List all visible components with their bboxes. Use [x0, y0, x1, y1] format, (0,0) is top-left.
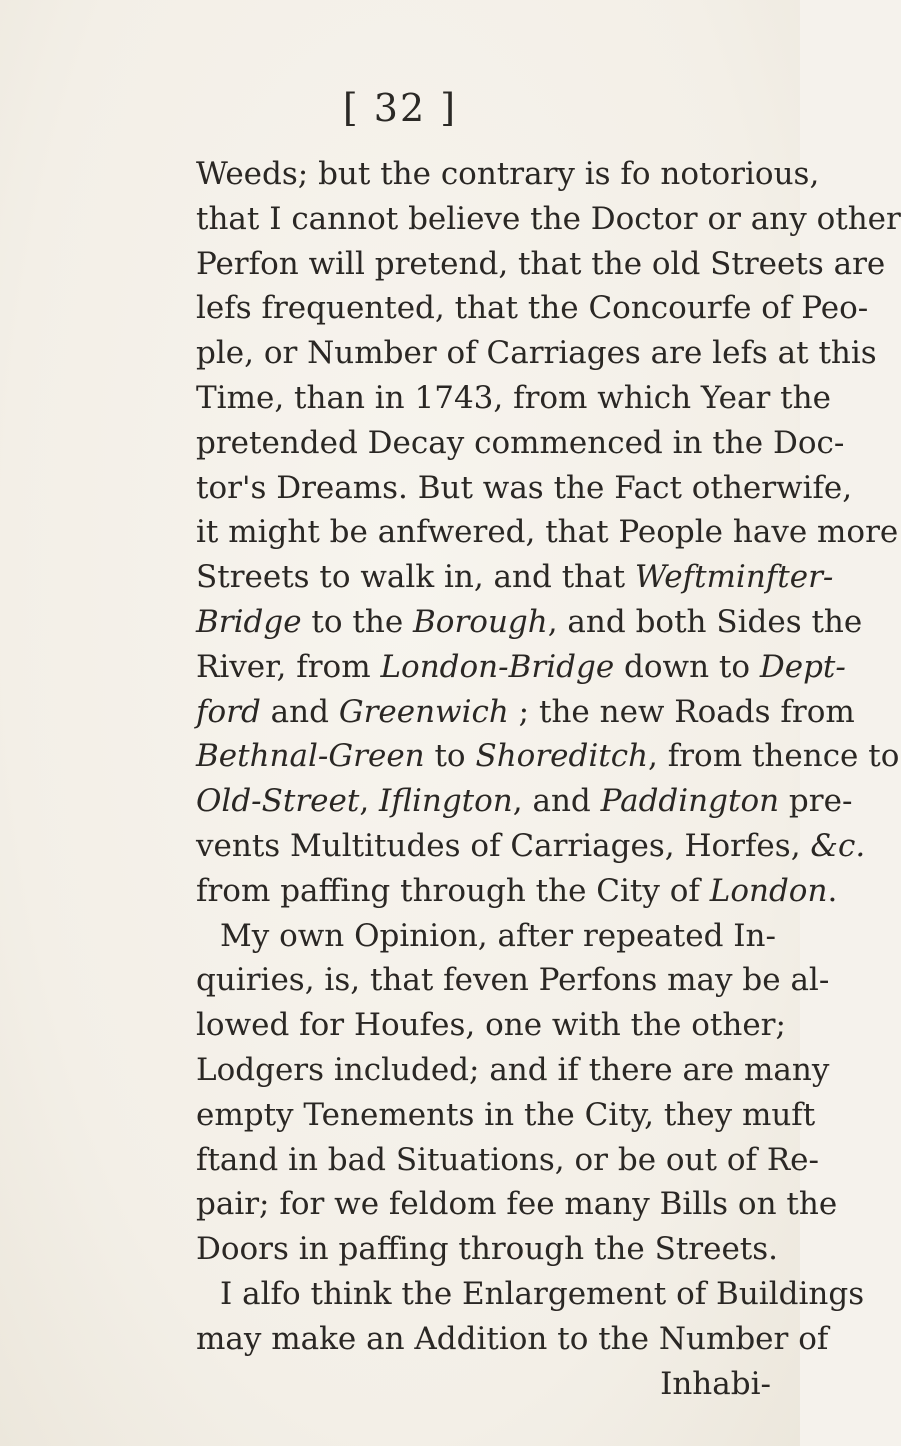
- text-line: ple, or Number of Carriages are lefs at this: [196, 335, 877, 372]
- catchword: Inhabi-: [660, 1365, 771, 1402]
- text-line: Bethnal-Green to Shoreditch, from thence to: [196, 738, 900, 775]
- text-line: Old-Street, Iflington, and Paddington pre-: [196, 783, 853, 820]
- text-line: Lodgers included; and if there are many: [196, 1051, 830, 1088]
- place-name: Bethnal-Green: [196, 738, 425, 775]
- text-line: tor's Dreams. But was the Fact otherwife,: [196, 469, 853, 506]
- text-line: may make an Addition to the Number of: [196, 1320, 829, 1357]
- place-name: Dept-: [759, 648, 846, 685]
- place-name: Paddington: [600, 783, 780, 820]
- text-line: River, from London-Bridge down to Dept-: [196, 648, 846, 685]
- text-line: Perfon will pretend, that the old Streets are: [196, 245, 886, 282]
- text-line: lefs frequented, that the Concourfe of Peo-: [196, 290, 869, 327]
- paragraph-start-line: My own Opinion, after repeated In-: [220, 917, 776, 954]
- text-line: pretended Decay commenced in the Doc-: [196, 424, 845, 461]
- text-line: empty Tenements in the City, they muft: [196, 1096, 816, 1133]
- text-line: Streets to walk in, and that Weftminfter-: [196, 559, 834, 596]
- body-text: [196, 152, 901, 1406]
- text-line: pair; for we feldom fee many Bills on the: [196, 1186, 838, 1223]
- place-name: London-Bridge: [380, 648, 615, 685]
- text-line: vents Multitudes of Carriages, Horfes, &c.: [196, 827, 866, 864]
- place-name: Borough: [413, 603, 548, 640]
- text-line: Weeds; but the contrary is fo notorious,: [196, 156, 820, 192]
- etc-abbreviation: &c.: [810, 827, 866, 864]
- place-name: Bridge: [196, 603, 302, 640]
- place-name: Weftminfter-: [634, 559, 834, 596]
- page-number: [ 32 ]: [342, 86, 458, 130]
- place-name: London: [709, 872, 828, 909]
- text-line: Doors in paffing through the Streets.: [196, 1231, 779, 1268]
- place-name: Old-Street: [196, 783, 360, 820]
- text-line: from paffing through the City of London.: [196, 872, 838, 909]
- place-name: Shoreditch: [475, 738, 649, 775]
- text-line: ford and Greenwich ; the new Roads from: [196, 693, 855, 730]
- text-line: quiries, is, that feven Perfons may be al-: [196, 962, 830, 999]
- text-line: ftand in bad Situations, or be out of Re-: [196, 1141, 819, 1178]
- text-line: it might be anfwered, that People have more: [196, 514, 899, 551]
- text-line: that I cannot believe the Doctor or any other: [196, 200, 901, 237]
- text-line: lowed for Houfes, one with the other;: [196, 1007, 786, 1044]
- place-name: ford: [196, 693, 261, 730]
- paragraph-start-line: I alfo think the Enlargement of Buildings: [220, 1275, 865, 1312]
- place-name: Iflington: [379, 783, 513, 820]
- place-name: Greenwich: [338, 693, 509, 730]
- text-line: Bridge to the Borough, and both Sides the: [196, 603, 863, 640]
- text-line: Time, than in 1743, from which Year the: [196, 379, 831, 416]
